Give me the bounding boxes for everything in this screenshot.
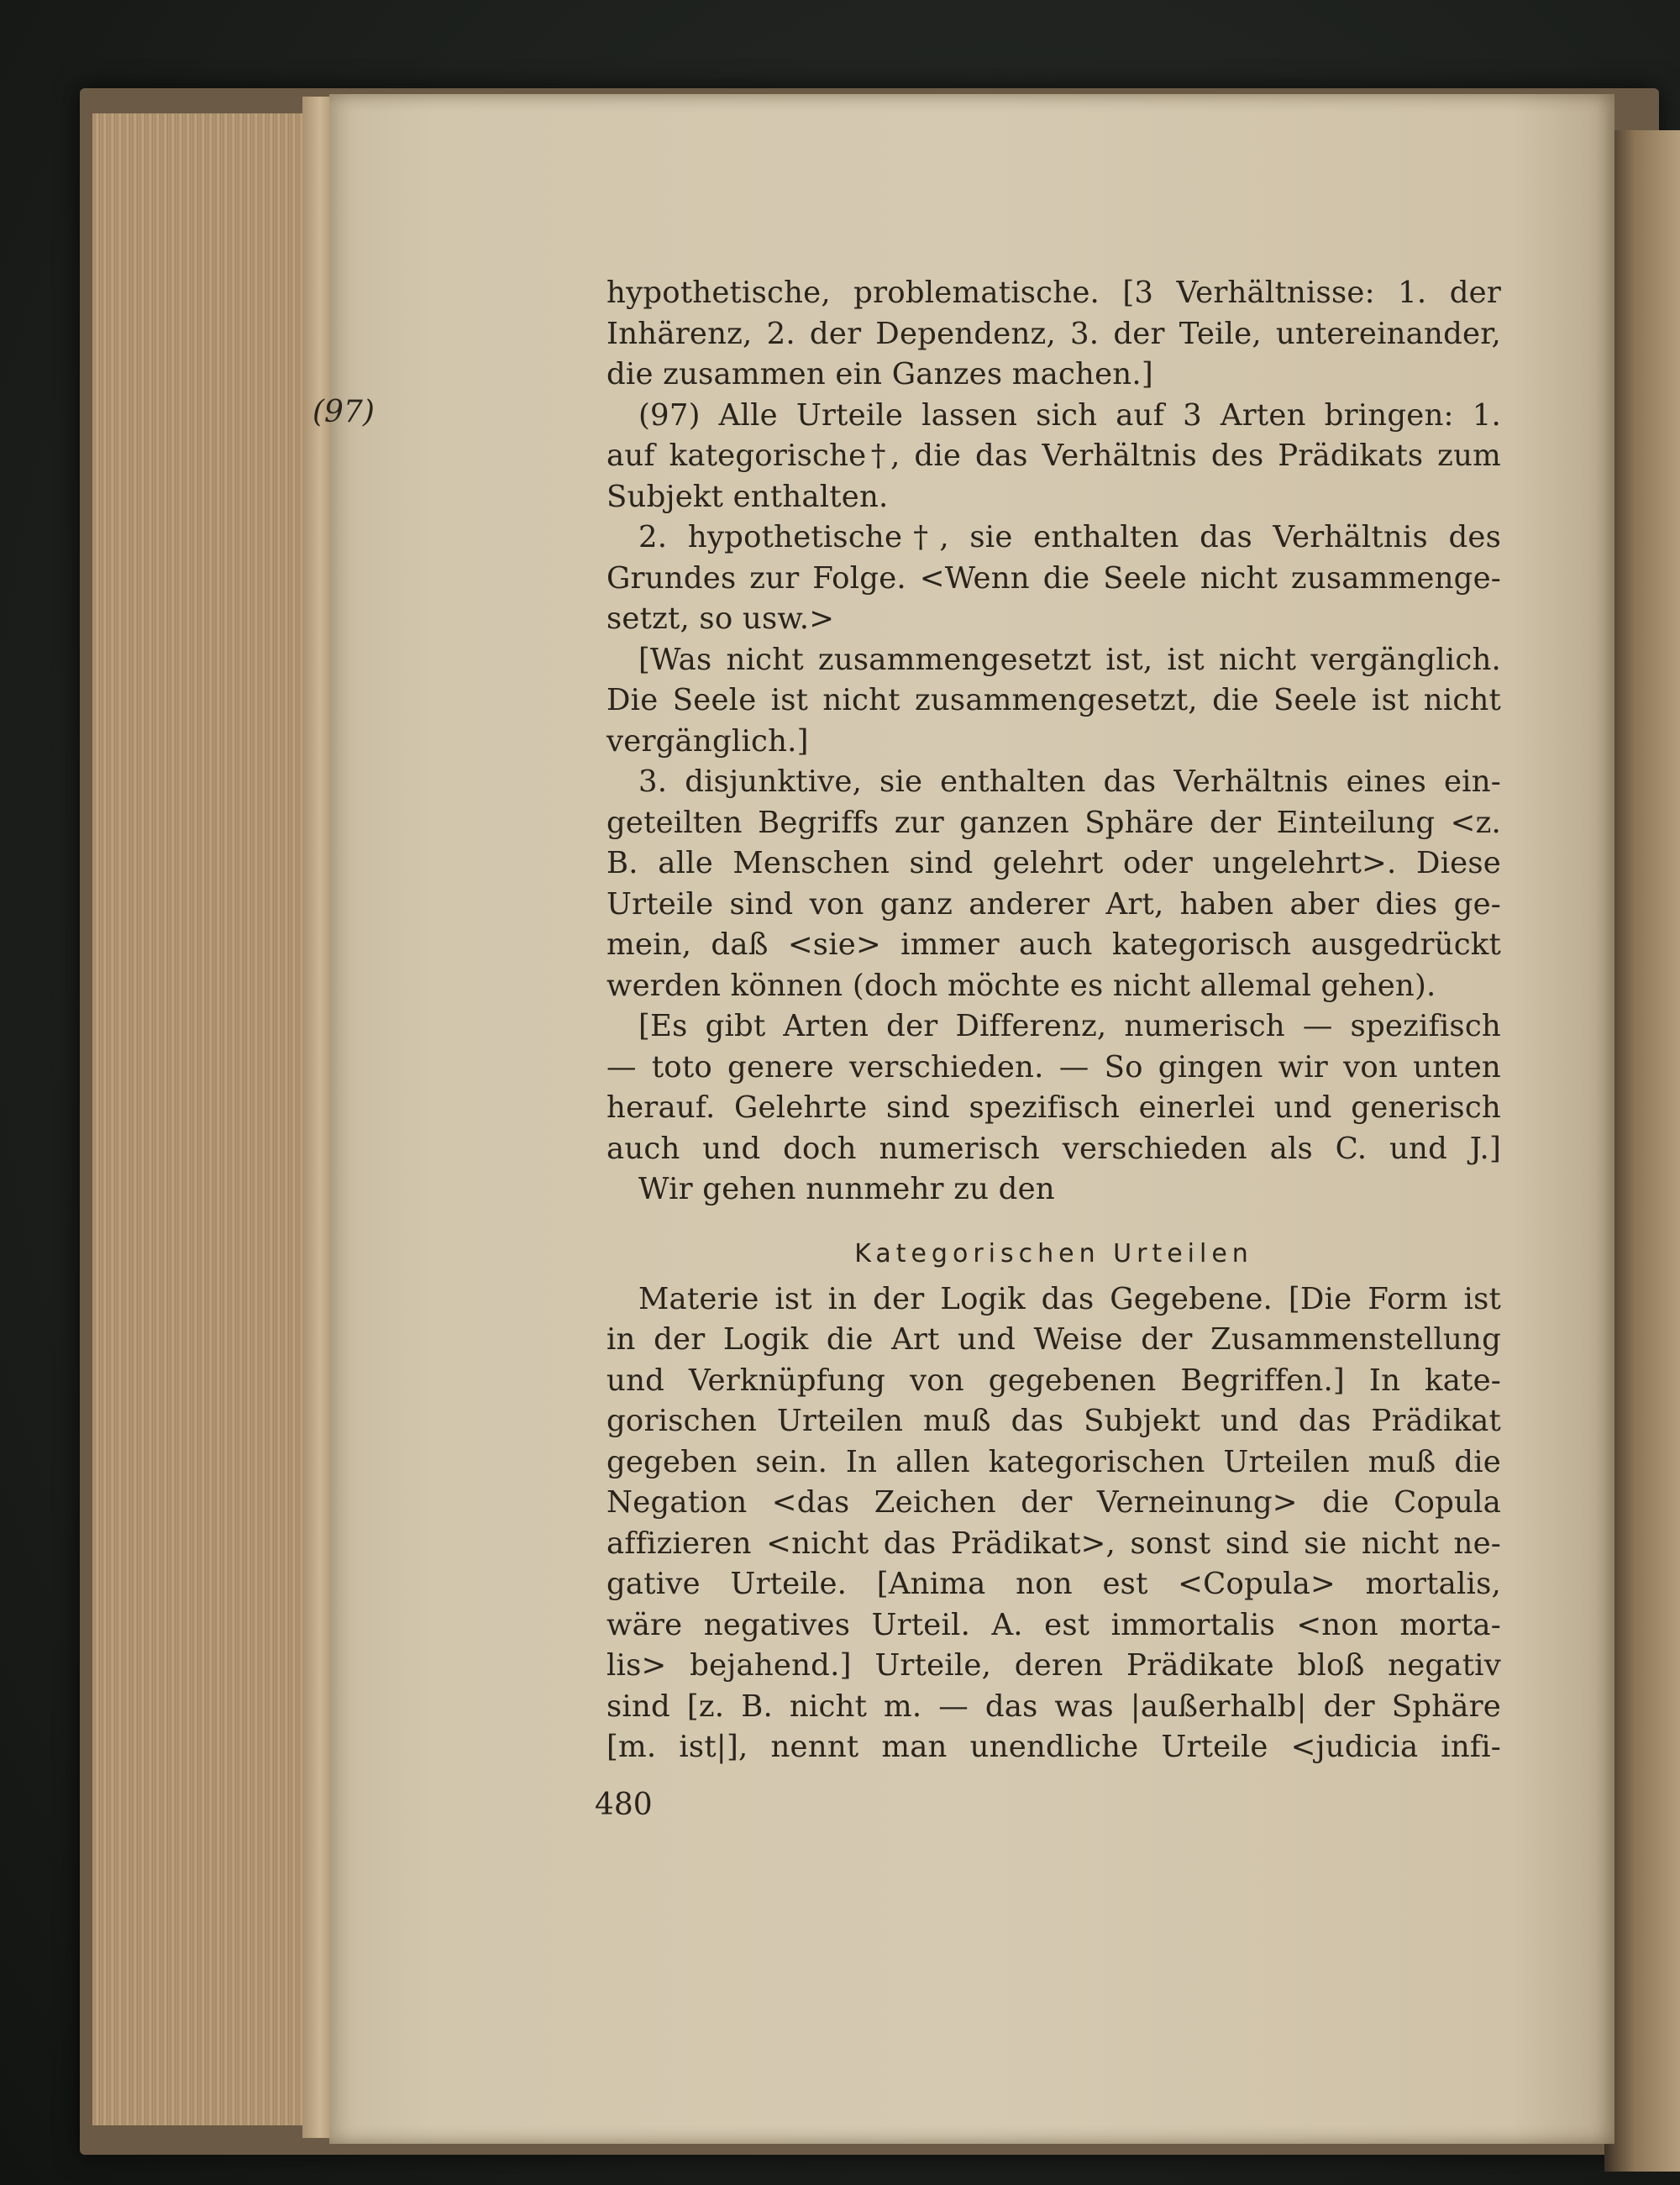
text-line: Inhärenz, 2. der Dependenz, 3. der Teile, untereinander, — [606, 316, 1501, 351]
text-line: setzt, so usw.> — [606, 601, 835, 636]
page-text — [606, 273, 1501, 1768]
margin-note: (97) — [312, 395, 375, 429]
book-page — [312, 94, 1614, 2144]
text-line: affizieren <nicht das Prädikat>, sonst sind sie nicht ne- — [606, 1526, 1501, 1561]
text-line: gative Urteile. [Anima non est <Copula> mortalis, — [606, 1567, 1501, 1601]
text-line: und Verknüpfung von gegebenen Begriffen.] In kate- — [606, 1363, 1501, 1398]
page-number: 480 — [595, 1788, 653, 1822]
text-line: Materie ist in der Logik das Gegebene. [Die Form ist — [638, 1281, 1501, 1316]
text-line: [m. ist|], nennt man unendliche Urteile <judicia infi- — [606, 1730, 1501, 1764]
text-line: — toto genere verschieden. — So gingen wir von unten — [606, 1049, 1501, 1085]
text-line: gegeben sein. In allen kategorischen Urteilen muß die — [606, 1444, 1501, 1479]
text-line: Negation <das Zeichen der Verneinung> die Copula — [606, 1485, 1501, 1520]
text-line: in der Logik die Art und Weise der Zusammenstellung — [606, 1322, 1501, 1357]
text-line: (97) Alle Urteile lassen sich auf 3 Arten bringen: 1. — [638, 397, 1501, 433]
section-heading: Kategorischen Urteilen — [854, 1238, 1253, 1268]
text-line: Die Seele ist nicht zusammengesetzt, die Seele ist nicht — [606, 683, 1501, 717]
text-line: 3. disjunktive, sie enthalten das Verhältnis eines ein- — [638, 764, 1501, 799]
text-line: auch und doch numerisch verschieden als C. und J.] — [606, 1131, 1501, 1166]
adjacent-page-edge — [1604, 130, 1680, 2172]
text-line: geteilten Begriffs zur ganzen Sphäre der Einteilung <z. — [606, 805, 1501, 840]
text-line: herauf. Gelehrte sind spezifisch einerlei und generisch — [606, 1090, 1501, 1125]
text-line: [Es gibt Arten der Differenz, numerisch — spezifisch — [638, 1009, 1501, 1043]
text-line: mein, daß <sie> immer auch kategorisch ausgedrückt — [606, 927, 1501, 962]
text-line: werden können (doch möchte es nicht allemal gehen). — [606, 968, 1436, 1003]
text-line: vergänglich.] — [606, 723, 809, 759]
text-line: Grundes zur Folge. <Wenn die Seele nicht zusammenge- — [606, 560, 1501, 596]
text-line: hypothetische, problematische. [3 Verhältnisse: 1. der — [606, 276, 1501, 310]
text-line: [Was nicht zusammengesetzt ist, ist nicht vergänglich. — [638, 642, 1501, 677]
text-line: 2. hypothetische†, sie enthalten das Verhältnis des — [638, 520, 1501, 554]
text-line: sind [z. B. nicht m. — das was |außerhalb| der Sphäre — [606, 1689, 1501, 1724]
text-line: Subjekt enthalten. — [606, 479, 889, 514]
text-line: lis> bejahend.] Urteile, deren Prädikate bloß negativ — [606, 1648, 1501, 1683]
text-line: Wir gehen nunmehr zu den — [638, 1172, 1055, 1206]
text-line: wäre negatives Urteil. A. est immortalis <non morta- — [606, 1607, 1501, 1642]
text-line: gorischen Urteilen muß das Subjekt und das Prädikat — [606, 1404, 1501, 1438]
text-line: auf kategorische†, die das Verhältnis des Prädikats zum — [606, 439, 1501, 473]
text-line: die zusammen ein Ganzes machen.] — [606, 357, 1153, 391]
text-line: Urteile sind von ganz anderer Art, haben aber dies ge- — [606, 886, 1501, 922]
text-line: B. alle Menschen sind gelehrt oder ungelehrt>. Diese — [606, 846, 1501, 880]
